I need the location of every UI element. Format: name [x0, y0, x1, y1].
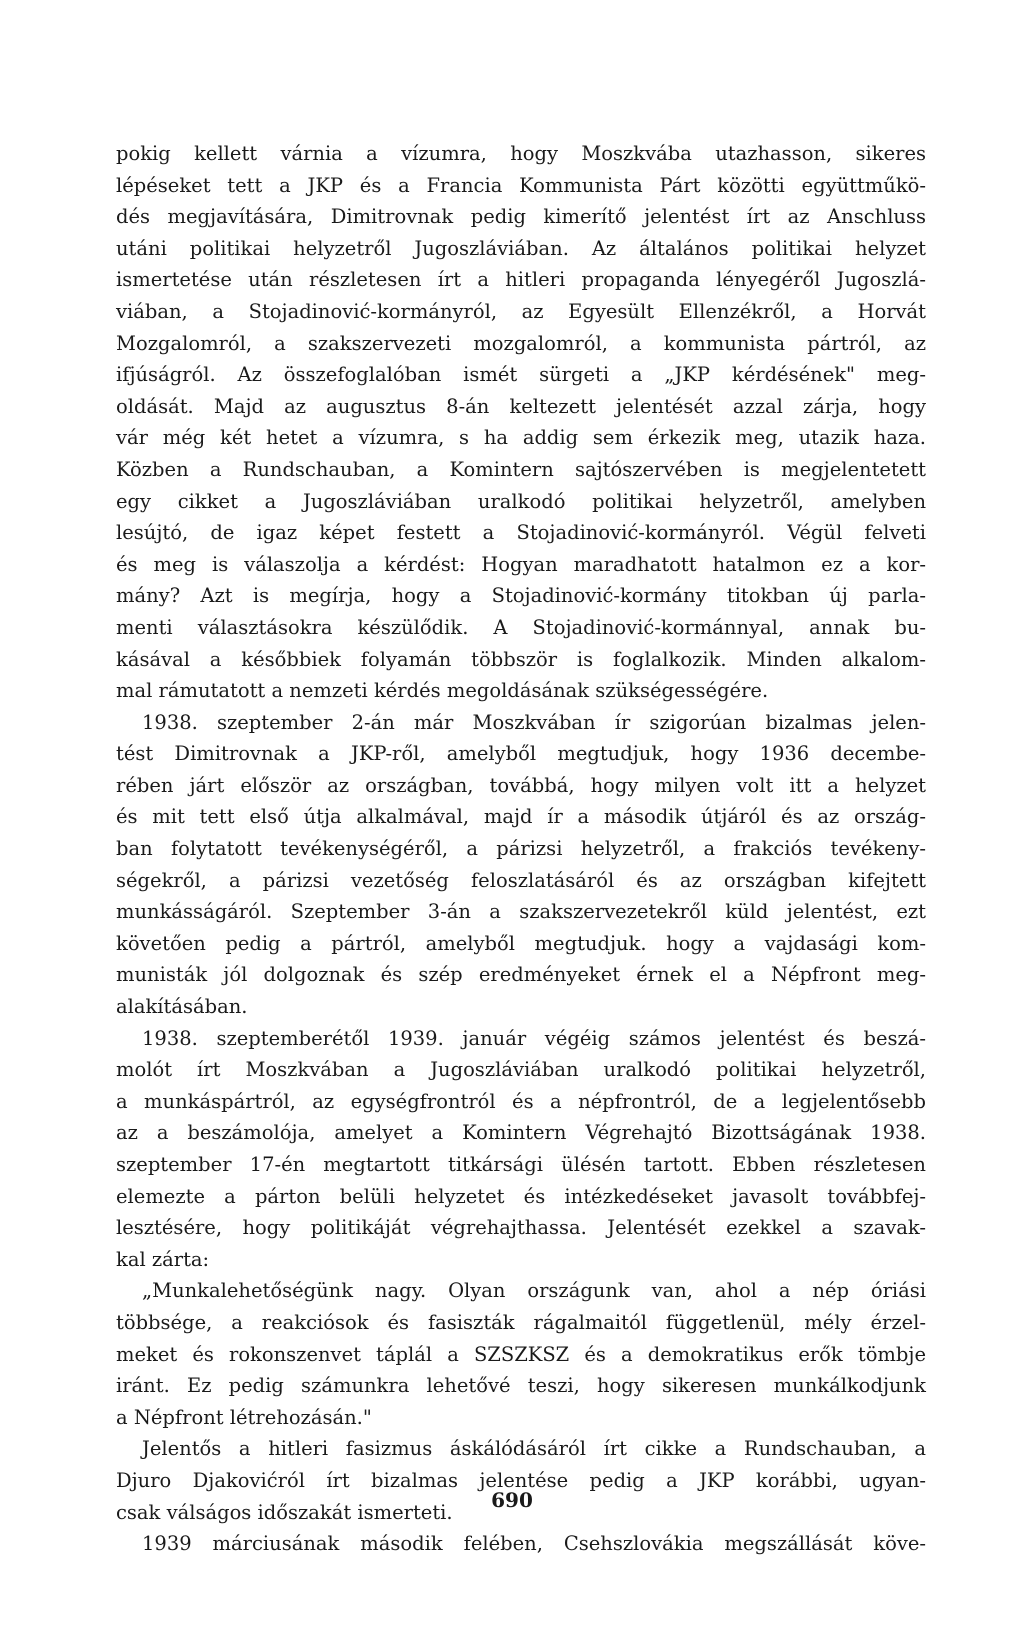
text-line: vár még két hetet a vízumra, s ha addig sem érkezik meg, utazik haza. — [116, 426, 926, 450]
text-line: viában, a Stojadinović-kormányról, az Egyesült Ellenzékről, a Horvát — [116, 299, 926, 323]
text-line: 1939 márciusának második felében, Csehszlovákia megszállását köve- — [142, 1532, 926, 1556]
text-line: „Munkalehetőségünk nagy. Olyan országunk van, ahol a nép óriási — [142, 1279, 926, 1303]
text-line: oldását. Majd az augusztus 8-án keltezett jelentését azzal zárja, hogy — [116, 394, 926, 418]
text-line: kal zárta: — [116, 1247, 210, 1271]
text-line: lesújtó, de igaz képet festett a Stojadinović-kormányról. Végül felveti — [116, 521, 926, 545]
text-line: követően pedig a pártról, amelyből megtudjuk. hogy a vajdasági kom- — [116, 931, 926, 955]
text-line: lépéseket tett a JKP és a Francia Kommunista Párt közötti együttműkö- — [116, 173, 926, 197]
text-line: alakításában. — [116, 995, 248, 1019]
text-line: munkásságáról. Szeptember 3-án a szakszervezetekről küld jelentést, ezt — [116, 900, 926, 924]
text-line: munisták jól dolgoznak és szép eredményeket érnek el a Népfront meg- — [116, 963, 926, 987]
text-line: és meg is válaszolja a kérdést: Hogyan maradhatott hatalmon ez a kor- — [116, 552, 926, 576]
text-line: molót írt Moszkvában a Jugoszláviában uralkodó politikai helyzetről, — [116, 1058, 926, 1082]
text-line: az a beszámolója, amelyet a Komintern Végrehajtó Bizottságának 1938. — [116, 1121, 926, 1145]
text-line: egy cikket a Jugoszláviában uralkodó politikai helyzetről, amelyben — [116, 489, 926, 513]
text-line: a Népfront létrehozásán." — [116, 1405, 372, 1429]
text-line: csak válságos időszakát ismerteti. — [116, 1500, 453, 1524]
text-line: utáni politikai helyzetről Jugoszláviában. Az általános politikai helyzet — [116, 236, 926, 260]
text-line: Jelentős a hitleri fasizmus áskálódásáról írt cikke a Rundschauban, a — [142, 1437, 926, 1461]
text-line: iránt. Ez pedig számunkra lehetővé teszi, hogy sikeresen munkálkodjunk — [116, 1374, 926, 1398]
text-line: mány? Azt is megírja, hogy a Stojadinović-kormány titokban új parla- — [116, 584, 926, 608]
text-line: menti választásokra készülődik. A Stojadinović-kormánnyal, annak bu- — [116, 615, 926, 639]
text-line: tést Dimitrovnak a JKP-ről, amelyből megtudjuk, hogy 1936 decembe- — [116, 742, 926, 766]
page-number: 690 — [491, 1488, 533, 1512]
text-line: lesztésére, hogy politikáját végrehajthassa. Jelentését ezekkel a szavak- — [116, 1216, 926, 1240]
text-line: meket és rokonszenvet táplál a SZSZKSZ és a demokratikus erők tömbje — [116, 1342, 926, 1366]
text-line: dés megjavítására, Dimitrovnak pedig kimerítő jelentést írt az Anschluss — [116, 205, 926, 229]
text-line: ismertetése után részletesen írt a hitleri propaganda lényegéről Jugoszlá- — [116, 268, 926, 292]
text-line: rében járt először az országban, továbbá, hogy milyen volt itt a helyzet — [116, 773, 926, 797]
text-line: Djuro Djakovićról írt bizalmas jelentése pedig a JKP korábbi, ugyan- — [116, 1468, 926, 1492]
text-line: pokig kellett várnia a vízumra, hogy Moszkvába utazhasson, sikeres — [116, 142, 926, 165]
text-line: ban folytatott tevékenységéről, a párizsi helyzetről, a frakciós tevékeny- — [116, 837, 926, 861]
text-line: 1938. szeptember 2-án már Moszkvában ír szigorúan bizalmas jelen- — [142, 710, 926, 734]
text-line: többsége, a reakciósok és fasiszták rágalmaitól függetlenül, mély érzel- — [116, 1310, 926, 1334]
text-line: Mozgalomról, a szakszervezeti mozgalomról, a kommunista pártról, az — [116, 331, 926, 355]
text-line: ifjúságról. Az összefoglalóban ismét sürgeti a „JKP kérdésének" meg- — [116, 363, 926, 387]
text-line: mal rámutatott a nemzeti kérdés megoldásának szükségességére. — [116, 679, 769, 703]
text-line: Közben a Rundschauban, a Komintern sajtószervében is megjelentetett — [116, 457, 926, 481]
text-line: szeptember 17-én megtartott titkársági ülésén tartott. Ebben részletesen — [116, 1153, 926, 1176]
body-text — [116, 138, 926, 1560]
text-line: a munkáspártról, az egységfrontról és a népfrontról, de a legjelentősebb — [116, 1089, 926, 1113]
text-line: elemezte a párton belüli helyzetet és intézkedéseket javasolt továbbfej- — [116, 1184, 926, 1208]
text-line: és mit tett első útja alkalmával, majd ír a második útjáról és az ország- — [116, 805, 926, 829]
text-line: 1938. szeptemberétől 1939. január végéig számos jelentést és beszá- — [142, 1026, 926, 1050]
text-line: kásával a későbbiek folyamán többször is foglalkozik. Minden alkalom- — [116, 647, 926, 671]
text-line: ségekről, a párizsi vezetőség feloszlatásáról és az országban kifejtett — [116, 868, 926, 892]
